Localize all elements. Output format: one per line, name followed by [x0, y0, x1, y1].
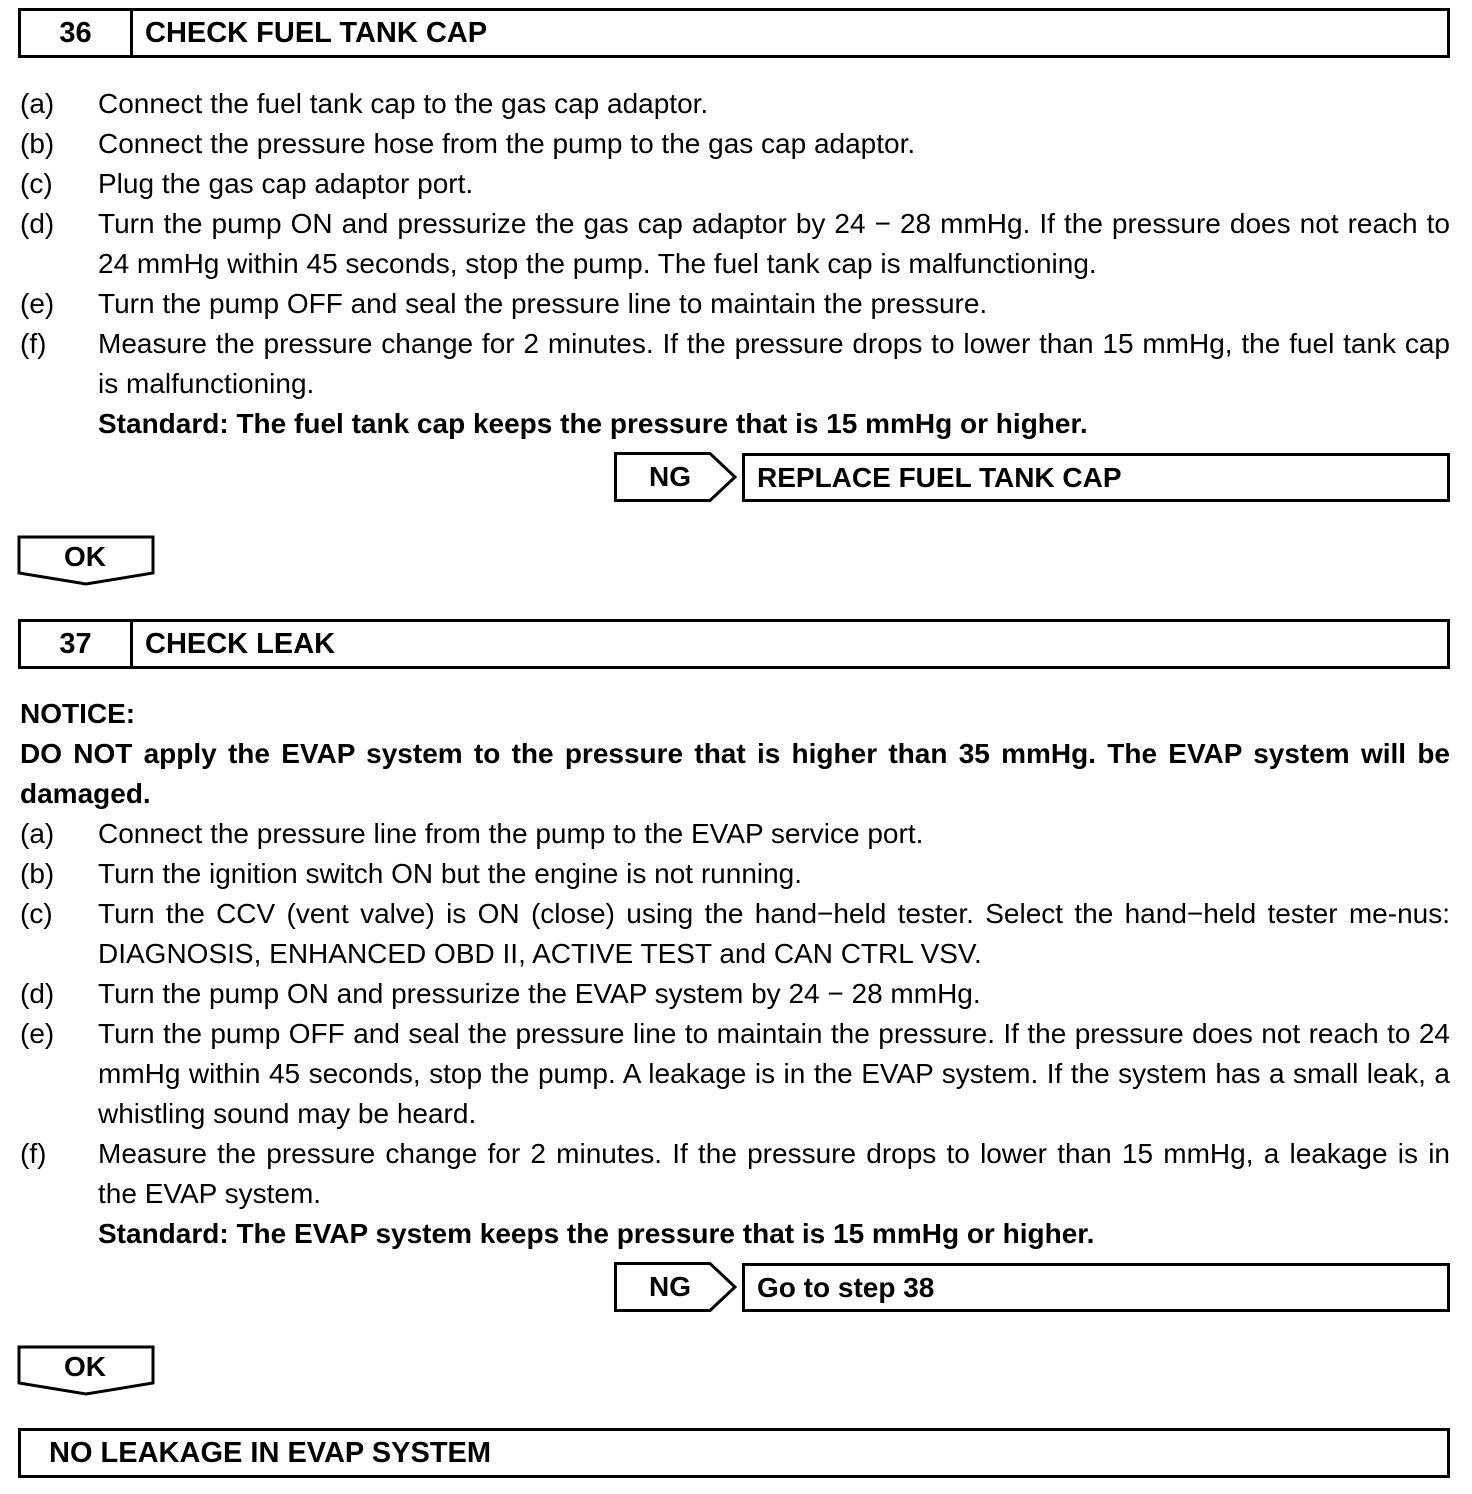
item-text: Turn the pump OFF and seal the pressure line to maintain the pressure.	[98, 288, 988, 319]
ng-arrow	[614, 452, 738, 502]
step-37-header	[18, 619, 1450, 669]
list-item	[20, 164, 1450, 204]
item-text: Connect the pressure hose from the pump to the gas cap adaptor.	[98, 128, 916, 159]
list-item	[20, 854, 1450, 894]
list-item	[20, 204, 1450, 284]
notice-text: DO NOT apply the EVAP system to the pressure that is higher than 35 mmHg. The EVAP system will be damaged.	[20, 738, 1450, 809]
list-item	[20, 1014, 1450, 1134]
list-item	[20, 324, 1450, 404]
ng-label: NG	[649, 1271, 691, 1302]
standard-text: Standard: The EVAP system keeps the pressure that is 15 mmHg or higher.	[98, 1218, 1095, 1249]
item-text: Connect the pressure line from the pump to the EVAP service port.	[98, 818, 924, 849]
list-item	[20, 84, 1450, 124]
step-36-header	[18, 8, 1450, 58]
item-text: Measure the pressure change for 2 minutes. If the pressure drops to lower than 15 mmHg, a leakage is in the EVAP system.	[98, 1138, 1450, 1209]
step-title: CHECK LEAK	[145, 627, 336, 660]
ok-label: OK	[64, 541, 106, 572]
ng-result-box: Go to step 38	[742, 1263, 1450, 1312]
item-text: Turn the pump OFF and seal the pressure line to maintain the pressure. If the pressure does not reach to 24 mmHg within 45 seconds, stop the pump. A leakage is in the EVAP system. If the system has a small leak, a whistling sound may be heard.	[98, 1018, 1450, 1129]
list-item	[20, 124, 1450, 164]
step-number: 37	[21, 622, 133, 666]
step-number: 36	[21, 11, 133, 55]
notice-title: NOTICE:	[20, 698, 136, 729]
list-item	[20, 974, 1450, 1014]
item-label: (b)	[20, 128, 55, 159]
ng-label: NG	[649, 461, 691, 492]
ng-result-box: REPLACE FUEL TANK CAP	[742, 453, 1450, 502]
list-item	[20, 894, 1450, 974]
ok-label: OK	[64, 1351, 106, 1382]
item-label: (c)	[20, 898, 53, 929]
list-item	[20, 1134, 1450, 1214]
item-text: Turn the pump ON and pressurize the EVAP system by 24 − 28 mmHg.	[98, 978, 981, 1009]
ng-arrow	[614, 1262, 738, 1312]
item-text: Connect the fuel tank cap to the gas cap adaptor.	[98, 88, 709, 119]
item-label: (f)	[20, 1138, 47, 1169]
item-label: (b)	[20, 858, 55, 889]
final-result-box: NO LEAKAGE IN EVAP SYSTEM	[18, 1428, 1450, 1478]
item-text: Measure the pressure change for 2 minutes. If the pressure drops to lower than 15 mmHg, the fuel tank cap is malfunctioning.	[98, 328, 1450, 399]
item-text: Plug the gas cap adaptor port.	[98, 168, 474, 199]
ok-arrow	[17, 535, 157, 587]
item-label: (c)	[20, 168, 53, 199]
item-text: Turn the pump ON and pressurize the gas cap adaptor by 24 − 28 mmHg. If the pressure does not reach to 24 mmHg within 45 seconds, stop the pump. The fuel tank cap is malfunctioning.	[98, 208, 1450, 279]
step-title: CHECK FUEL TANK CAP	[145, 16, 488, 49]
ok-arrow	[17, 1345, 157, 1397]
list-item	[20, 284, 1450, 324]
item-label: (e)	[20, 288, 55, 319]
item-label: (a)	[20, 88, 55, 119]
item-label: (e)	[20, 1018, 55, 1049]
item-text: Turn the ignition switch ON but the engine is not running.	[98, 858, 803, 889]
step-37-procedure	[20, 694, 1450, 1254]
list-item	[20, 814, 1450, 854]
item-label: (d)	[20, 208, 55, 239]
item-text: Turn the CCV (vent valve) is ON (close) using the hand−held tester. Select the hand−held tester me-nus: DIAGNOSIS, ENHANCED OBD II, ACTIVE TEST and CAN CTRL VSV.	[98, 898, 1450, 969]
item-label: (a)	[20, 818, 55, 849]
item-label: (f)	[20, 328, 47, 359]
step-36-procedure	[20, 84, 1450, 444]
standard-text: Standard: The fuel tank cap keeps the pressure that is 15 mmHg or higher.	[98, 408, 1088, 439]
item-label: (d)	[20, 978, 55, 1009]
